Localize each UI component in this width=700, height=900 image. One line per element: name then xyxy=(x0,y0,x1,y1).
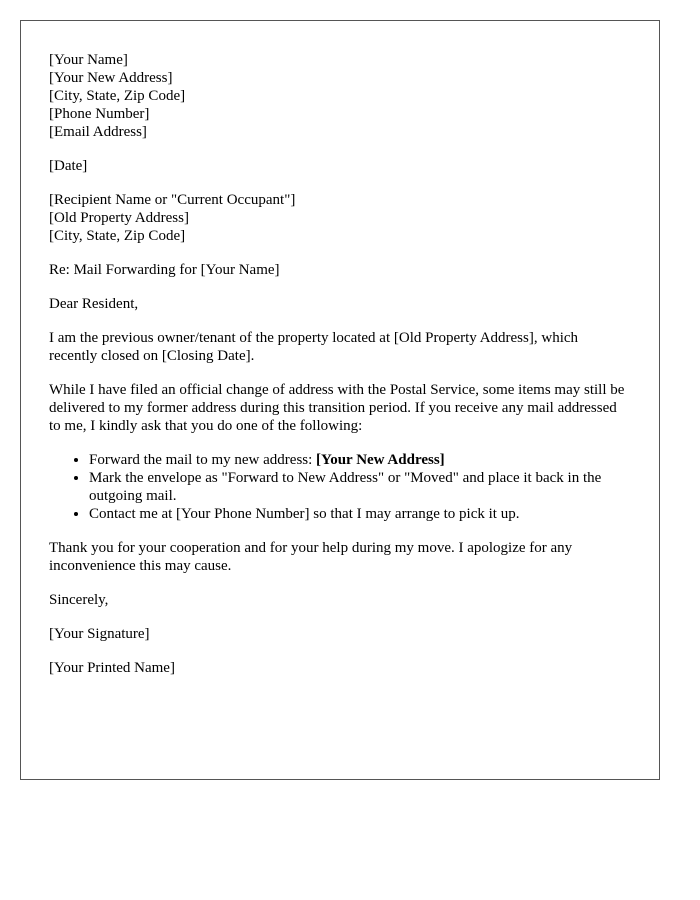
options-list xyxy=(49,451,629,523)
body-paragraph-3: Thank you for your cooperation and for your help during my move. I apologize for any inconvenience this may cause. xyxy=(49,540,573,574)
sender-phone: [Phone Number] xyxy=(49,106,150,122)
letter-page xyxy=(20,20,660,780)
subject-line: Re: Mail Forwarding for [Your Name] xyxy=(49,262,280,278)
list-item-1-text: Forward the mail to my new address: xyxy=(89,452,317,468)
sender-city-state-zip: [City, State, Zip Code] xyxy=(49,88,186,104)
body-paragraph-1: I am the previous owner/tenant of the property located at [Old Property Address], which recently closed on [Closing Date]. xyxy=(49,330,579,364)
letter-date: [Date] xyxy=(49,158,88,174)
recipient-city-state-zip: [City, State, Zip Code] xyxy=(49,228,186,244)
sender-email: [Email Address] xyxy=(49,124,147,140)
list-item: • Contact me at [Your Phone Number] so that I may arrange to pick it up. xyxy=(89,505,629,523)
recipient-address: [Old Property Address] xyxy=(49,210,189,226)
body-paragraph-2: While I have filed an official change of address with the Postal Service, some items may still be delivered to my former address during this transition period. If you receive any mail addressed to me, I kindly ask that you do one of the following: xyxy=(49,382,625,434)
closing: Sincerely, xyxy=(49,592,109,608)
sender-name: [Your Name] xyxy=(49,52,128,68)
recipient-block xyxy=(49,191,629,245)
salutation: Dear Resident, xyxy=(49,296,139,312)
letter-body xyxy=(49,51,629,693)
signature: [Your Signature] xyxy=(49,626,150,642)
sender-address: [Your New Address] xyxy=(49,70,173,86)
list-item xyxy=(89,451,629,469)
sender-block xyxy=(49,51,629,141)
list-item-1-bold: [Your New Address] xyxy=(316,452,445,468)
printed-name: [Your Printed Name] xyxy=(49,660,175,676)
recipient-name: [Recipient Name or "Current Occupant"] xyxy=(49,192,296,208)
list-item: • Mark the envelope as "Forward to New Address" or "Moved" and place it back in the outgoing mail. xyxy=(89,469,629,505)
